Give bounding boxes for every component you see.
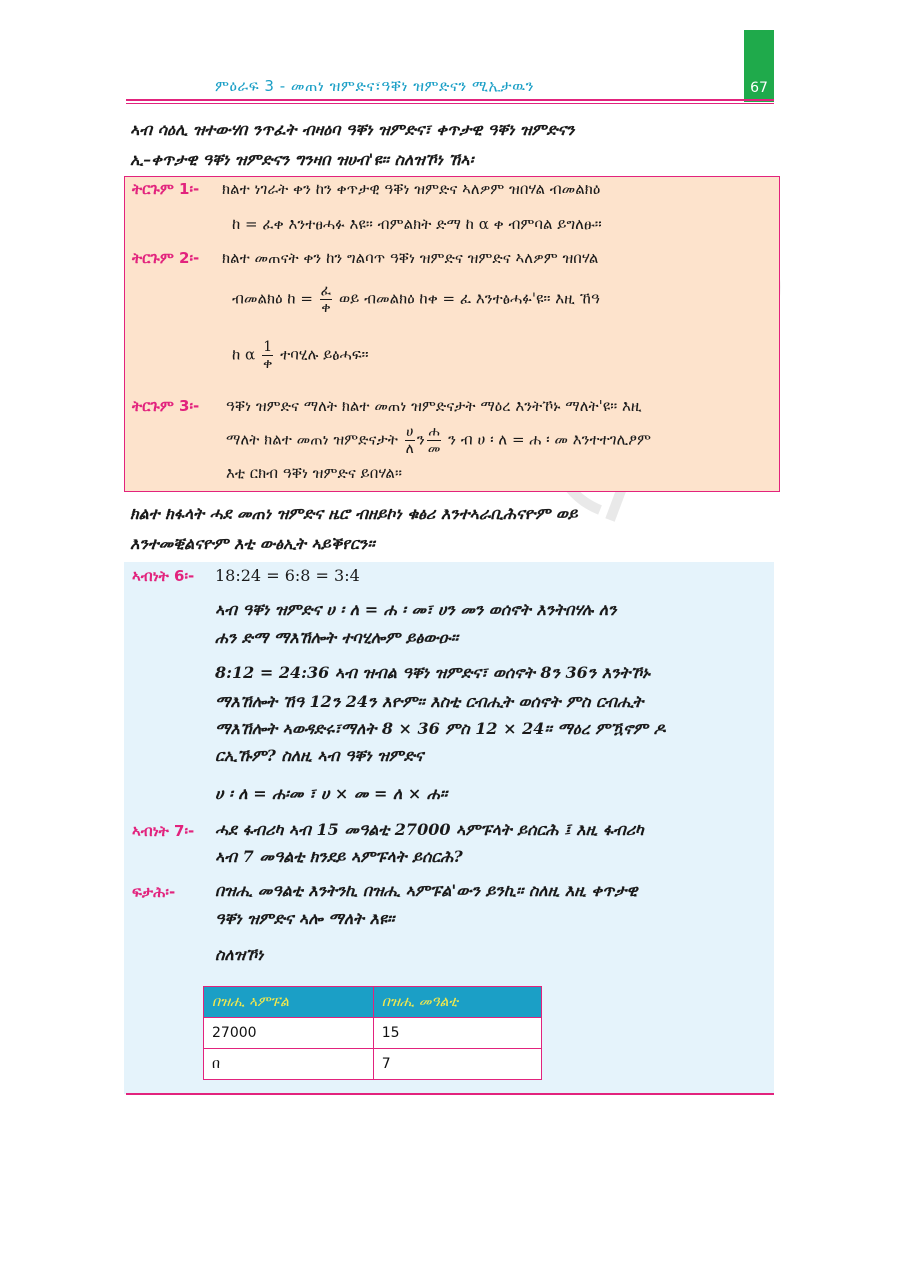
table-cell: 15 bbox=[373, 1018, 541, 1049]
header-rule bbox=[126, 99, 774, 101]
definition-2-line-2: ብመልክዕ ከ = $\frac{\text{ፈ}}{\text{ቀ}}$ ወይ ብመልክዕ ከቀ = ፈ እንተፅሓፉ'ዩ። እዚ ኸዓ bbox=[232, 283, 600, 316]
example-7-line-2: ኣብ 7 መዓልቲ ክንደይ ኣምፑላት ይሰርሕ? bbox=[215, 847, 463, 866]
fraction-fe-over-qe: $\frac{\text{ፈ}}{\text{ቀ}}$ bbox=[320, 283, 332, 316]
definition-2-label: ትርጉም 2፡- bbox=[132, 249, 200, 267]
fraction-he-over-me: $\frac{\text{ሐ}}{\text{መ}}$ bbox=[427, 424, 441, 457]
table-cell: 27000 bbox=[204, 1018, 374, 1049]
example-6-p2-line-2: ማእኸሎት ኸዓ 12ን 24ን እዮም። እስቲ ርብሒት ወሰኖት ምስ ርብሒት bbox=[215, 692, 644, 711]
example-6-p2-line-1: 8:12 = 24:36 ኣብ ዝብል ዓቐነ ዝምድና፣ ወሰኖት 8ን 36ን እንትኾኑ bbox=[215, 663, 650, 682]
data-table bbox=[203, 986, 542, 1080]
intro-line-2: ኢ–ቀጥታዊ ዓቐነ ዝምድናን ግንዛበ ዝሀብ'ዩ። ስለዝኾነ ኸኣ፡ bbox=[130, 150, 474, 169]
definition-3-line-2: ማለት ክልተ መጠነ ዝምድናታት $\frac{\text{ሀ}}{\text{ለ}}$ ን $\frac{\text{ሐ}}{\text{መ}}$ ን ብ ሀ ፡ ለ = ሐ ፡ መ እንተተገሊፆም bbox=[226, 424, 652, 457]
definition-1-label: ትርጉም 1፡- bbox=[132, 180, 200, 198]
table-header-cell: በዝሒ መዓልቲ bbox=[373, 987, 541, 1018]
fraction-one-over-qe: $\frac{1}{\text{ቀ}}$ bbox=[262, 339, 273, 372]
example-7-label: ኣብነት 7፡- bbox=[132, 822, 195, 840]
definition-3-label: ትርጉም 3፡- bbox=[132, 397, 200, 415]
table-header-cell: በዝሒ ኣምፑል bbox=[204, 987, 374, 1018]
solution-line-1: በዝሒ መዓልቲ እንትንኪ በዝሒ ኣምፑል'ውን ይንኪ። ስለዚ እዚ ቀጥታዊ bbox=[215, 881, 638, 900]
solution-line-2: ዓቐነ ዝምድና ኣሎ ማለት እዩ። bbox=[215, 909, 395, 928]
note-line-1: ክልተ ክፋላት ሓደ መጠነ ዝምድና ዜሮ ብዘይኮነ ቁፅሪ እንተኣራቢሕናዮም ወይ bbox=[130, 504, 578, 523]
intro-line-1: ኣብ ሳዕሊ ዝተውሃበ ንጥፈት ብዛዕባ ዓቐነ ዝምድና፣ ቀጥታዊ ዓቐነ ዝምድናን bbox=[130, 120, 575, 139]
table-row bbox=[204, 1018, 542, 1049]
table-cell: 7 bbox=[373, 1049, 541, 1080]
definition-2-line-1: ክልተ መጠናት ቀን ከን ግልባጥ ዓቐነ ዝምድና ዝምድና ኣለዎም ዝበሃል bbox=[222, 249, 599, 267]
fraction-ha-over-le: $\frac{\text{ሀ}}{\text{ለ}}$ bbox=[405, 424, 414, 457]
solution-label: ፍታሕ፡- bbox=[132, 883, 176, 901]
definition-3-line-1: ዓቐነ ዝምድና ማለት ክልተ መጠነ ዝምድናታት ማዕረ እንትኾኑ ማለት'ዩ። እዚ bbox=[226, 397, 642, 415]
definition-2-line-3: ከ α $\frac{1}{\text{ቀ}}$ ተባሂሉ ይፅሓፍ። bbox=[232, 339, 369, 372]
header-rule-thin bbox=[126, 103, 774, 104]
example-6-ratio: 18:24 = 6:8 = 3:4 bbox=[215, 566, 360, 585]
definition-1-line-1: ክልተ ነገራት ቀን ከን ቀጥታዊ ዓቐነ ዝምድና ኣለዎም ዝበሃል ብመልክዕ bbox=[222, 180, 601, 198]
footer-rule bbox=[126, 1093, 774, 1095]
example-6-p2-line-3: ማእኸሎት ኣወዳድሩ፣ማለት 8 × 36 ምስ 12 × 24። ማዕረ ምዃኖም ዶ bbox=[215, 719, 666, 738]
example-6-formula: ሀ ፡ ለ = ሐ፡መ ፣ ሀ × መ = ለ × ሐ። bbox=[215, 784, 448, 803]
page-number: 67 bbox=[750, 80, 768, 96]
note-paragraph bbox=[130, 499, 775, 559]
example-6-p2-line-4: ርኢኹም? ስለዚ ኣብ ዓቐነ ዝምድና bbox=[215, 746, 424, 765]
definition-1-line-2: ከ = ፈቀ እንተፀሓፉ እዩ። ብምልክት ድማ ከ α ቀ ብምባል ይግለፁ። bbox=[232, 215, 602, 233]
chapter-title: ምዕራፍ 3 - መጠነ ዝምድና፣ዓቐነ ዝምድናን ሚኢታዉን bbox=[215, 77, 534, 95]
note-line-2: እንተመቒልናዮም እቲ ውፅኢት ኣይቕየርን። bbox=[130, 534, 375, 553]
solution-line-3: ስለዝኾነ bbox=[215, 945, 264, 964]
intro-paragraph bbox=[130, 115, 775, 175]
table-cell: በ bbox=[204, 1049, 374, 1080]
definition-3-line-3: እቲ ርክብ ዓቐነ ዝምድና ይበሃል። bbox=[226, 464, 402, 482]
table-header-row bbox=[204, 987, 542, 1018]
example-7-line-1: ሓደ ፋብሪካ ኣብ 15 መዓልቲ 27000 ኣምፑላት ይሰርሕ ፤ እዚ ፋብሪካ bbox=[215, 820, 644, 839]
example-6-p1-line-1: ኣብ ዓቐነ ዝምድና ሀ ፡ ለ = ሐ ፡ መ፣ ሀን መን ወሰኖት እንትበሃሉ ለን bbox=[215, 600, 617, 619]
table-row bbox=[204, 1049, 542, 1080]
example-6-label: ኣብነት 6፡- bbox=[132, 567, 195, 585]
example-6-p1-line-2: ሐን ድማ ማእኸሎት ተባሂሎም ይፅውዑ። bbox=[215, 628, 459, 647]
